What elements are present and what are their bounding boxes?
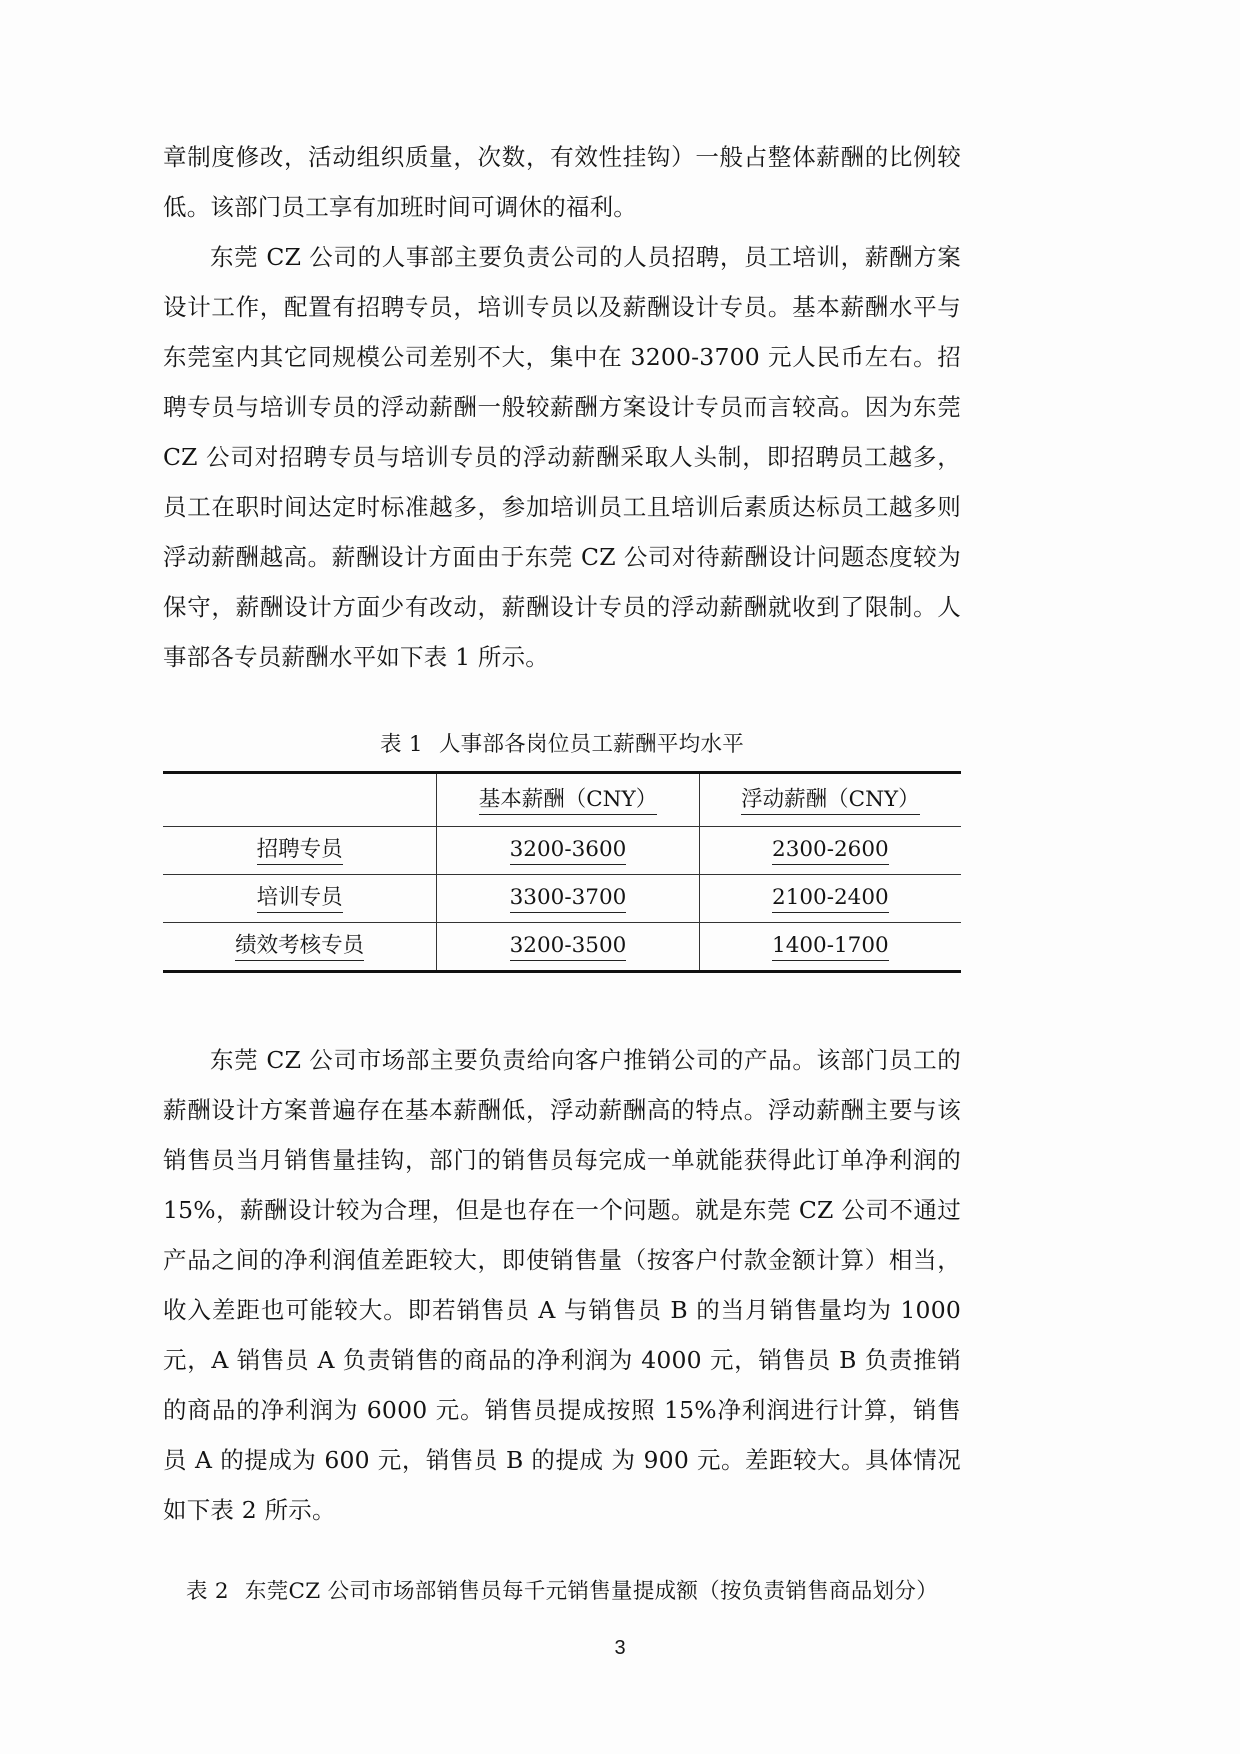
table1-value-r1c0: 培训专员 — [257, 885, 343, 913]
table1-header-row — [163, 773, 961, 827]
paragraph-1: 章制度修改，活动组织质量，次数，有效性挂钩）一般占整体薪酬的比例较低。该部门员工享有加班时间可调休的福利。 — [163, 143, 961, 221]
table-row — [163, 827, 961, 875]
spacer-after-table1 — [163, 973, 961, 1035]
spacer-before-table1 — [163, 682, 961, 728]
paragraph-2: 东莞 CZ 公司的人事部主要负责公司的人员招聘，员工培训，薪酬方案设计工作，配置有招聘专员，培训专员以及薪酬设计专员。基本薪酬水平与东莞室内其它同规模公司差别不大，集中在 3200-3700 元人民币左右。招聘专员与培训专员的浮动薪酬一般较薪酬方案设计专员而言较高。因为东莞 CZ 公司对招聘专员与培训专员的浮动薪酬采取人头制，即招聘员工越多，员工在职时间达定时标准越多，参加培训员工且培训后素质达标员工越多则浮动薪酬越高。薪酬设计方面由于东莞 CZ 公司对待薪酬设计问题态度较为保守，薪酬设计方面少有改动，薪酬设计专员的浮动薪酬就收到了限制。人事部各专员薪酬水平如下表 1 所示。 — [163, 243, 961, 671]
table1-value-r0c2: 2300-2600 — [772, 837, 889, 865]
table1-value-r0c1: 3200-3600 — [510, 837, 627, 865]
table1-value-r2c2: 1400-1700 — [772, 933, 889, 961]
table2-caption-number: 表 2 — [185, 1579, 229, 1604]
table1-header-cell-2 — [699, 773, 961, 827]
table1 — [163, 771, 961, 973]
table1-cell-r1c0 — [163, 875, 437, 923]
table1-value-r1c2: 2100-2400 — [772, 885, 889, 913]
page-content — [163, 132, 961, 1609]
table1-header-label-2: 浮动薪酬（CNY） — [741, 787, 919, 815]
table1-value-r2c0: 绩效考核专员 — [235, 933, 364, 961]
table1-header-cell-1 — [437, 773, 700, 827]
page-number: 3 — [614, 1637, 626, 1659]
table1-cell-r1c1 — [437, 875, 700, 923]
table1-header-label-1: 基本薪酬（CNY） — [479, 787, 657, 815]
table1-value-r2c1: 3200-3500 — [510, 933, 627, 961]
spacer-before-table2 — [163, 1535, 961, 1575]
table2-caption-text: 东莞CZ 公司市场部销售员每千元销售量提成额（按负责销售商品划分） — [244, 1579, 939, 1604]
table1-cell-r2c2 — [699, 923, 961, 972]
table1-cell-r1c2 — [699, 875, 961, 923]
table1-cell-r2c1 — [437, 923, 700, 972]
paragraph-3: 东莞 CZ 公司市场部主要负责给向客户推销公司的产品。该部门员工的薪酬设计方案普遍存在基本薪酬低，浮动薪酬高的特点。浮动薪酬主要与该销售员当月销售量挂钩，部门的销售员每完成一单就能获得此订单净利润的 15%，薪酬设计较为合理，但是也存在一个问题。就是东莞 CZ 公司不通过产品之间的净利润值差距较大，即使销售量（按客户付款金额计算）相当，收入差距也可能较大。即若销售员 A 与销售员 B 的当月销售量均为 1000 元，A 销售员 A 负责销售的商品的净利润为 4000 元，销售员 B 负责推销的商品的净利润为 6000 元。销售员提成按照 15%净利润进行计算，销售员 A 的提成为 600 元，销售员 B 的提成 为 900 元。差距较大。具体情况如下表 2 所示。 — [163, 1046, 961, 1524]
table1-cell-r0c1 — [437, 827, 700, 875]
table1-caption — [163, 728, 961, 762]
table-row — [163, 875, 961, 923]
table1-cell-r2c0 — [163, 923, 437, 972]
table1-cell-r0c2 — [699, 827, 961, 875]
table2-caption — [163, 1575, 961, 1609]
table1-caption-number: 表 1 — [379, 732, 423, 757]
table1-caption-text: 人事部各岗位员工薪酬平均水平 — [438, 732, 745, 757]
table1-cell-r0c0 — [163, 827, 437, 875]
table1-header-cell-0 — [163, 773, 437, 827]
table1-value-r1c1: 3300-3700 — [510, 885, 627, 913]
table-row — [163, 923, 961, 972]
table1-value-r0c0: 招聘专员 — [257, 837, 343, 865]
